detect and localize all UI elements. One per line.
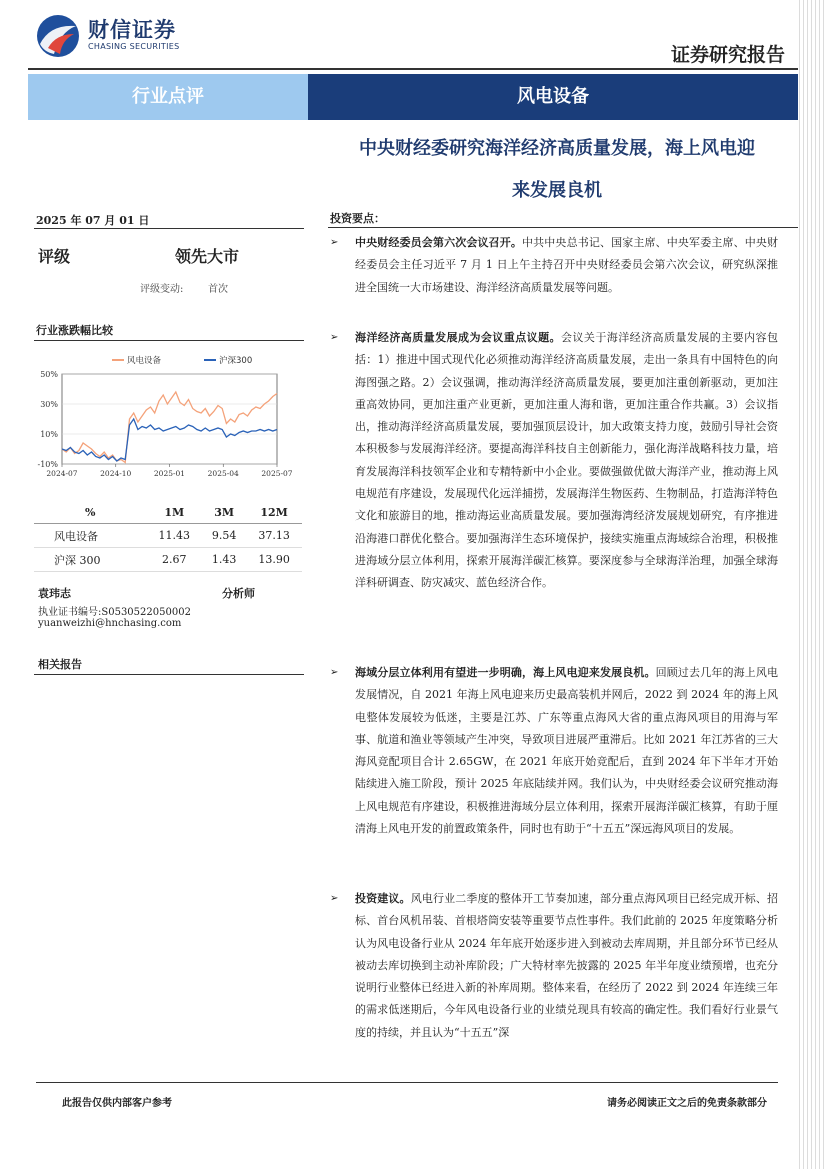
rating-value: 领先大市 — [175, 247, 240, 266]
table-header-cell: 12M — [246, 501, 302, 524]
analyst-email[interactable]: yuanweizhi@hnchasing.com — [38, 618, 182, 629]
footer-disclaimer: 请务必阅读正文之后的免责条款部分 — [607, 1098, 767, 1109]
arrow-bullet-icon: ➢ — [330, 237, 339, 248]
rating-change-value: 首次 — [208, 284, 228, 295]
highlight-lead: 海域分层立体利用有望进一步明确，海上风电迎来发展良机。 — [355, 666, 656, 679]
chart-series-lines — [62, 392, 277, 463]
category-band — [28, 74, 308, 120]
industry-band — [308, 74, 798, 120]
arrow-bullet-icon: ➢ — [330, 893, 339, 904]
table-header-row — [34, 501, 302, 524]
analyst-name: 袁玮志 — [38, 587, 71, 600]
table-cell-name: 风电设备 — [34, 524, 146, 548]
highlight-text: 中共中央总书记、国家主席、中央军委主席、中央财经委员会主任习近平 7 月 1 日上午主持召开中央财经委员会第六次会议，研究纵深推进全国统一大市场建设、海洋经济高质量发展等问题。 — [355, 236, 779, 294]
brand-name-cn: 财信证券 — [88, 18, 176, 42]
report-type: 证券研究报告 — [670, 44, 785, 66]
chart-y-tick-labels — [38, 370, 59, 469]
chart-x-tick-label: 2024-07 — [46, 469, 78, 478]
chart-y-tick-label: 30% — [40, 400, 58, 409]
category-label: 行业点评 — [132, 86, 204, 107]
analyst-role: 分析师 — [222, 587, 255, 600]
footer-note: 此报告仅供内部客户参考 — [62, 1098, 172, 1109]
brand-logo-icon — [36, 14, 80, 58]
analyst-cert-number: 执业证书编号:S0530522050002 — [38, 607, 191, 618]
comparison-divider — [34, 340, 304, 341]
rating-label: 评级 — [38, 247, 71, 266]
comparison-heading: 行业涨跌幅比较 — [36, 324, 113, 337]
table-row — [34, 524, 302, 548]
chart-legend — [112, 355, 252, 366]
page-edge-stripe — [799, 0, 827, 1169]
industry-label: 风电设备 — [517, 86, 589, 107]
chart-legend-label: 风电设备 — [127, 356, 162, 366]
report-title-line-2: 来发展良机 — [512, 180, 602, 201]
table-cell: 37.13 — [246, 524, 302, 548]
performance-table — [34, 501, 302, 572]
arrow-bullet-icon: ➢ — [330, 667, 339, 678]
chart-x-tick-label: 2025-04 — [207, 469, 239, 478]
table-header-cell: % — [34, 501, 146, 524]
table-cell: 11.43 — [146, 524, 202, 548]
table-header-cell: 1M — [146, 501, 202, 524]
investment-highlights-heading: 投资要点： — [330, 212, 385, 225]
highlight-paragraph — [330, 662, 778, 840]
chart-x-tick-label: 2024-10 — [100, 469, 132, 478]
table-cell: 2.67 — [146, 548, 202, 572]
report-title-line-1: 中央财经委研究海洋经济高质量发展，海上风电迎 — [359, 138, 755, 159]
highlight-text: 会议关于海洋经济高质量发展的主要内容包括：1）推进中国式现代化必须推动海洋经济高质量发展，走出一条具有中国特色的向海图强之路。2）会议强调，推动海洋经济高质量发展，要更加注重创新驱动，更加注重高效协同，更加注重产业更新，更加注重人海和谐，更加注重合作共赢。3）会议指出，推动海洋经济高质量发展，要加强顶层设计，加大政策支持力度，鼓励引导社会资本积极参与发展海洋经济。要提高海洋科技自主创新能力，强化海洋战略科技力量，培育发展海洋科技领军企业和专精特新中小企业。要做强做优做大海洋产业，推动海上风电规范有序建设，发展现代化远洋捕捞，发展海洋生物医药、生物制品，打造海洋特色文化和旅游目的地，推动海运业高质量发展。要加强海湾经济发展规划研究，有序推进沿海港口群优化整合。要加强海洋生态环境保护，接续实施重点海域综合治理，积极推进海域分层立体利用，探索开展海洋碳汇核算。要深度参与全球海洋治理，加强全球海洋科研调查、防灾减灾、蓝色经济合作。 — [355, 331, 778, 590]
highlight-lead: 投资建议。 — [355, 892, 411, 905]
chart-y-tick-label: 50% — [40, 370, 58, 379]
highlight-paragraph — [330, 888, 778, 1044]
report-date: 2025 年 07 月 01 日 — [36, 214, 150, 227]
rating-change-label: 评级变动: — [140, 284, 184, 295]
chart-x-tick-labels — [46, 469, 292, 478]
chart-series-line — [62, 392, 277, 463]
table-header-cell: 3M — [202, 501, 246, 524]
table-cell-name: 沪深 300 — [34, 548, 146, 572]
footer-divider — [36, 1082, 778, 1083]
chart-plot-frame — [62, 374, 277, 464]
related-divider — [34, 674, 304, 675]
table-cell: 9.54 — [202, 524, 246, 548]
highlight-paragraph — [330, 327, 778, 595]
table-cell: 13.90 — [246, 548, 302, 572]
chart-x-tick-label: 2025-07 — [261, 469, 293, 478]
highlight-paragraph — [330, 232, 778, 299]
highlight-lead: 中央财经委员会第六次会议召开。 — [355, 236, 523, 249]
highlight-lead: 海洋经济高质量发展成为会议重点议题。 — [355, 331, 561, 344]
chart-gridlines — [62, 374, 277, 467]
header-divider — [28, 68, 798, 70]
brand-name-en: CHASING SECURITIES — [88, 42, 180, 51]
highlight-text: 回顾过去几年的海上风电发展情况，自 2021 年海上风电迎来历史最高装机并网后，2022 到 2024 年的海上风电整体发展较为低迷，主要是江苏、广东等重点海风大省的重点海风项目的用海与军事、航道和渔业等领域产生冲突，导致项目进展严重滞后。比如 2021 年江苏省的三大海风竞配项目合计 2.65GW，在 2021 年底开始竞配后，直到 2024 年下半年才开始陆续进入施工阶段，预计 2025 年底陆续并网。我们认为，中央财经委会议研究推动海上风电规范有序建设，积极推进海域分层立体利用，探索开展海洋碳汇核算，有助于厘清海上风电开发的前置政策条件，同时也有助于“十五五”深远海风项目的发展。 — [355, 666, 779, 836]
performance-line-chart — [32, 348, 302, 488]
related-reports-heading: 相关报告 — [38, 658, 82, 671]
arrow-bullet-icon: ➢ — [330, 332, 339, 343]
chart-x-tick-label: 2025-01 — [153, 469, 186, 478]
date-divider — [34, 228, 304, 229]
table-row — [34, 548, 302, 572]
highlight-text: 风电行业二季度的整体开工节奏加速，部分重点海风项目已经完成开标、招标、首台风机吊装、首根塔筒安装等重要节点性事件。我们此前的 2025 年度策略分析认为风电设备行业从 2024 年年底开始逐步进入到被动去库周期，并且部分环节已经从被动去库切换到主动补库阶段；广大特材率先披露的 2025 年半年度业绩预增，也充分说明行业整体已经进入新的补库周期。整体来看，在经历了 2022 到 2024 年连续三年的需求低迷期后，今年风电设备行业的业绩兑现具有较高的确定性。我们看好行业景气度的持续，并且认为“十五五”深 — [355, 892, 779, 1039]
chart-series-line — [62, 419, 277, 461]
highlights-divider — [328, 227, 798, 228]
chart-legend-label: 沪深300 — [219, 356, 253, 366]
chart-y-tick-label: -10% — [37, 460, 58, 469]
table-cell: 1.43 — [202, 548, 246, 572]
chart-y-tick-label: 10% — [40, 430, 58, 439]
